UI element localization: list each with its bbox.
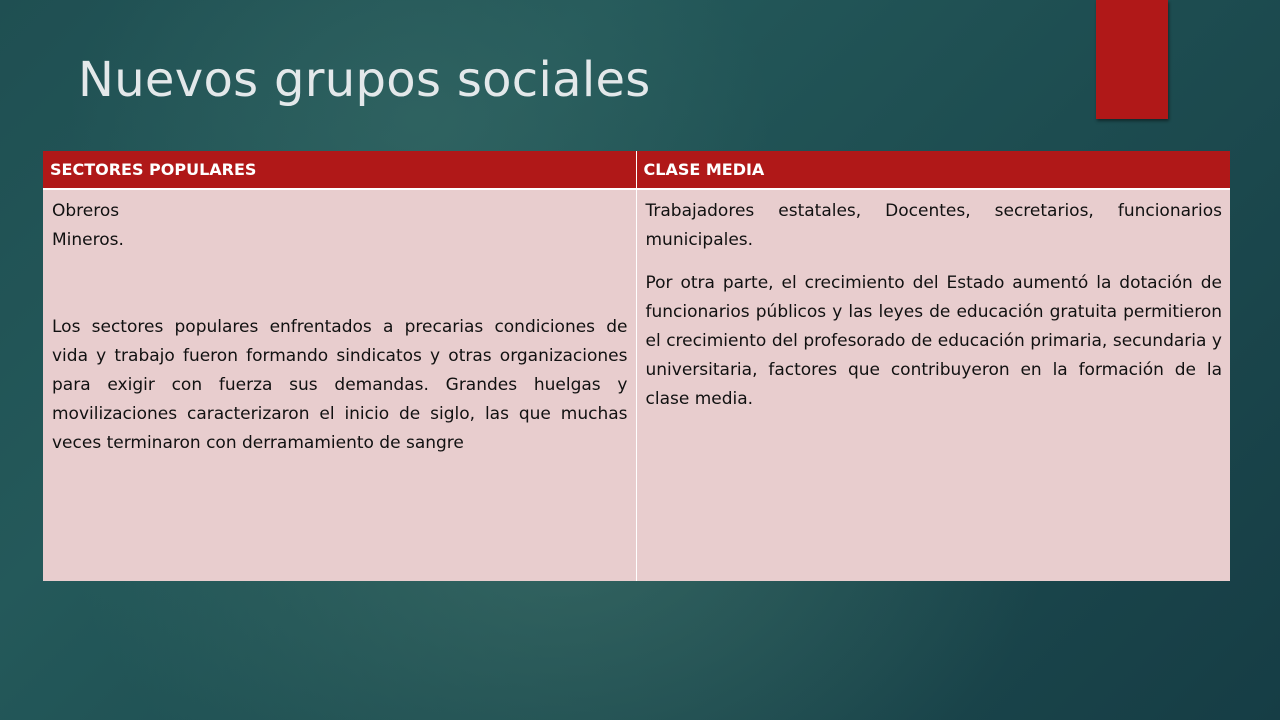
table-header-row [43, 151, 1230, 189]
cell-sectores-populares [43, 189, 636, 581]
comparison-table [43, 151, 1230, 581]
item-mineros: Mineros. [52, 230, 124, 250]
slide-title: Nuevos grupos sociales [78, 52, 651, 108]
sectores-populares-description: Los sectores populares enfrentados a precarias condiciones de vida y trabajo fueron formando sindicatos y otras organizaciones para exigir con fuerza sus demandas. Grandes huelgas y movilizaciones caracterizaron el inicio de siglo, las que muchas veces terminaron con derramamiento de sangre [52, 317, 628, 453]
item-obreros: Obreros [52, 201, 120, 221]
comparison-table-container [43, 151, 1230, 581]
header-clase-media: CLASE MEDIA [636, 151, 1230, 189]
header-sectores-populares: SECTORES POPULARES [43, 151, 636, 189]
cell-clase-media [636, 189, 1230, 581]
red-accent-bar [1096, 0, 1168, 119]
clase-media-list: Trabajadores estatales, Docentes, secretarios, funcionarios municipales. [645, 201, 1222, 250]
clase-media-description: Por otra parte, el crecimiento del Estado aumentó la dotación de funcionarios públicos y las leyes de educación gratuita permitieron el crecimiento del profesorado de educación primaria, secundaria y universitaria, factores que contribuyeron en la formación de la clase media. [645, 273, 1222, 409]
table-row [43, 189, 1230, 581]
